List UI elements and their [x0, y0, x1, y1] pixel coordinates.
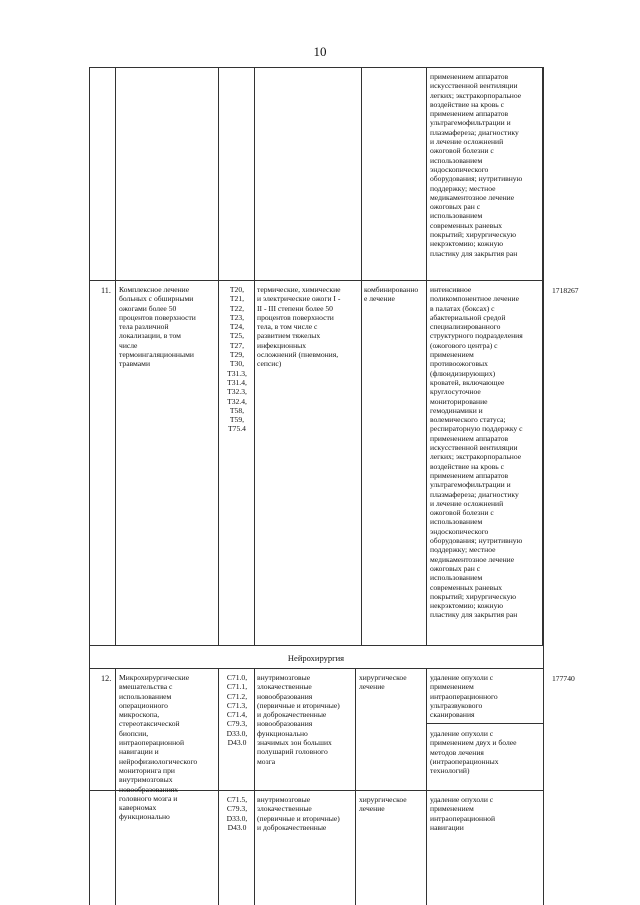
row2-method-b: удаление опухоли с применением двух и более методов лечения (интраоперационных технологий) — [430, 729, 517, 776]
row3-treatment-type: хирургическое лечение — [359, 795, 407, 814]
row2-cost: 177740 — [552, 674, 575, 683]
row2-name: Микрохирургические вмешательства с использованием операционного микроскопа, стереотаксической биопсии, интраоперационной навигации и нейрофизиологического мониторинга при внутримозговых новообразованиях головного мозга и каверномах функционально — [119, 673, 198, 822]
row1-disease: термические, химические и электрические ожоги I - II - III степени более 50 процентов поверхности тела, в том числе с развитием тяжелых инфекционных осложнений (пневмония, сепсис) — [257, 285, 341, 369]
row2-disease: внутримозговые злокачественные новообразования (первичные и вторичные) и доброкачественные новообразования функционально значимых зон больших полушарий головного мозга — [257, 673, 340, 766]
page-number: 10 — [313, 44, 327, 59]
row3-codes: C71.5, C79.3, D33.0, D43.0 — [226, 795, 248, 832]
section-title: Нейрохирургия — [287, 653, 345, 663]
row1-method: интенсивное поликомпонентное лечение в палатах (боксах) с абактериальной средой специализированного структурного подразделения (ожогового центра) с применением противоожоговых (флюидизирующих) кроватей, включающее круглосуточное мониторирование гемодинамики и волемического статуса; респираторную поддержку с применением аппаратов искусственной вентиляции легких; экстракорпоральное воздействие на кровь с применением аппаратов ультрагемофильтрации и плазмафереза; диагностику и лечение осложнений ожоговой болезни с использованием эндоскопического оборудования; нутритивную поддержку; местное медикаментозное лечение ожоговых ран с использованием современных раневых покрытий; хирургическую некрэктомию; кожную пластику для закрытия ран — [430, 285, 523, 620]
row0-method: применением аппаратов искусственной вентиляции легких; экстракорпоральное воздействие на кровь с применением аппаратов ультрагемофильтрации и плазмафереза; диагностику и лечение осложнений ожоговой болезни с использованием эндоскопического оборудования; нутритивную поддержку; местное медикаментозное лечение ожоговых ран с использованием современных раневых покрытий; хирургическую некрэктомию; кожную пластику для закрытия ран — [430, 72, 523, 258]
row2-number: 12. — [101, 674, 112, 683]
row2-method-a: удаление опухоли с применением интраоперационного ультразвукового сканирования — [430, 673, 498, 720]
row1-number: 11. — [101, 286, 111, 295]
row1-cost: 1718267 — [552, 286, 579, 295]
row1-treatment-type: комбинированно e лечение — [364, 285, 419, 304]
row2-treatment-type: хирургическое лечение — [359, 673, 407, 692]
row3-method: удаление опухоли с применением интраоперационной навигации — [430, 795, 496, 832]
row1-codes: T20, T21, T22, T23, T24, T25, T27, T29, T30, T31.3, T31.4, T32.3, T32.4, T58, T59, T75.4 — [227, 285, 247, 434]
row3-disease: внутримозговые злокачественные (первичные и вторичные) и доброкачественные — [257, 795, 340, 832]
row1-name: Комплексное лечение больных с обширными ожогами более 50 процентов поверхности тела различной локализации, в том числе термоингаляционными травмами — [119, 285, 196, 369]
row2-codes: C71.0, C71.1, C71.2, C71.3, C71.4, C79.3, D33.0, D43.0 — [226, 673, 248, 748]
